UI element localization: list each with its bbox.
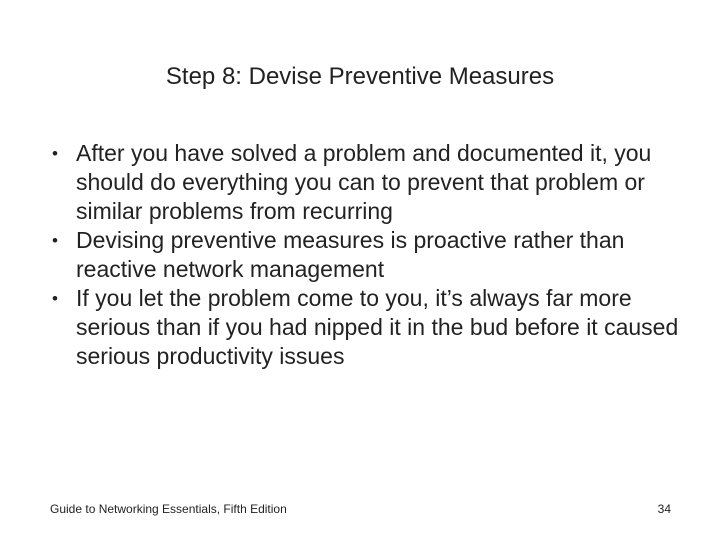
bullet-text: Devising preventive measures is proactive rather than reactive network management xyxy=(76,227,625,282)
bullet-list xyxy=(52,139,682,371)
bullet-text: After you have solved a problem and documented it, you should do everything you can to prevent that problem or similar problems from recurring xyxy=(76,140,652,224)
bullet-marker: • xyxy=(52,289,58,308)
bullet-item xyxy=(52,284,682,371)
bullet-item xyxy=(52,139,682,226)
bullet-marker: • xyxy=(52,231,58,250)
bullet-marker: • xyxy=(52,144,58,163)
bullet-text: If you let the problem come to you, it’s always far more serious than if you had nipped it in the bud before it caused serious productivity issues xyxy=(76,285,679,369)
footer-source: Guide to Networking Essentials, Fifth Edition xyxy=(50,502,287,516)
slide-title: Step 8: Devise Preventive Measures xyxy=(165,63,555,90)
page-number: 34 xyxy=(657,502,671,516)
bullet-item xyxy=(52,226,682,284)
